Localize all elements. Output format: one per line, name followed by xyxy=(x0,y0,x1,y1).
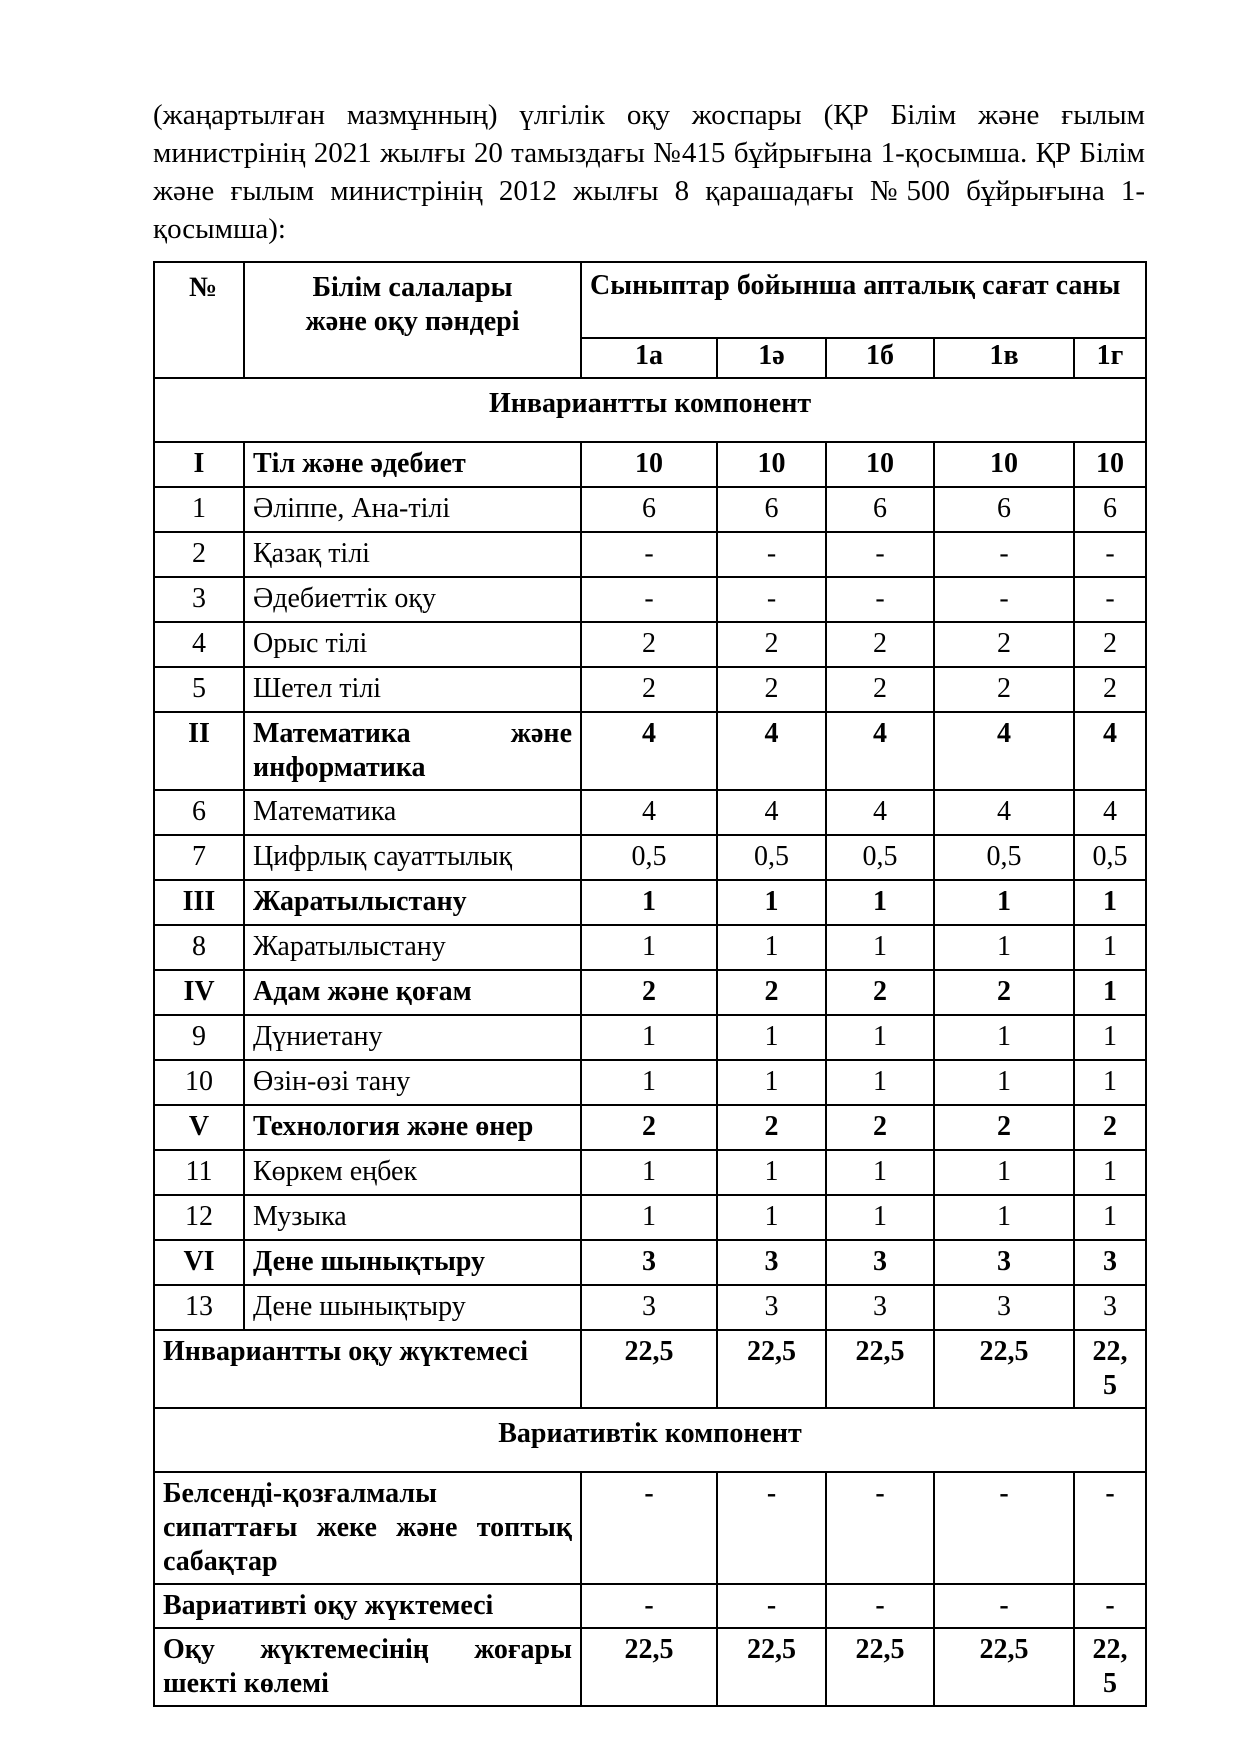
row-value-cell: - xyxy=(826,1584,934,1628)
row-value-cell: 6 xyxy=(826,487,934,532)
table-row xyxy=(154,712,1146,790)
row-subject-cell: Математика және информатика xyxy=(244,712,581,790)
row-value-cell: 10 xyxy=(826,442,934,487)
row-subject-cell: Әдебиеттік оқу xyxy=(244,577,581,622)
row-value-cell: 1 xyxy=(581,1150,717,1195)
table-row xyxy=(154,1240,1146,1285)
row-value-cell: 2 xyxy=(826,622,934,667)
row-value-cell: 2 xyxy=(934,970,1074,1015)
table-row xyxy=(154,1408,1146,1472)
table-row xyxy=(154,1330,1146,1408)
row-value-cell: 1 xyxy=(934,1060,1074,1105)
row-value-cell: 4 xyxy=(1074,790,1146,835)
row-number-cell: 8 xyxy=(154,925,244,970)
row-subject-cell: Қазақ тілі xyxy=(244,532,581,577)
table-row xyxy=(154,790,1146,835)
row-subject-cell: Көркем еңбек xyxy=(244,1150,581,1195)
row-value-cell: 4 xyxy=(1074,712,1146,790)
row-value-cell: 2 xyxy=(934,622,1074,667)
table-header-row xyxy=(154,262,1146,338)
row-value-cell: 2 xyxy=(1074,1105,1146,1150)
table-head xyxy=(154,262,1146,378)
row-value-cell: 2 xyxy=(717,667,826,712)
row-value-cell: 1 xyxy=(1074,925,1146,970)
row-value-cell: 3 xyxy=(1074,1240,1146,1285)
row-number-cell: IV xyxy=(154,970,244,1015)
row-number-cell: V xyxy=(154,1105,244,1150)
row-subject-cell: Орыс тілі xyxy=(244,622,581,667)
row-subject-cell: Музыка xyxy=(244,1195,581,1240)
row-value-cell: - xyxy=(581,532,717,577)
row-value-cell: 1 xyxy=(934,880,1074,925)
row-value-cell: 1 xyxy=(717,1150,826,1195)
row-number-cell: 6 xyxy=(154,790,244,835)
row-value-cell: 4 xyxy=(717,712,826,790)
row-value-cell: 1 xyxy=(934,1195,1074,1240)
table-row xyxy=(154,1150,1146,1195)
row-value-cell: 22,5 xyxy=(581,1628,717,1706)
row-value-cell: 6 xyxy=(1074,487,1146,532)
row-value-cell: 3 xyxy=(826,1240,934,1285)
row-value-cell: 3 xyxy=(717,1285,826,1330)
row-value-cell: 4 xyxy=(826,790,934,835)
table-row xyxy=(154,487,1146,532)
row-subject-cell: Технология және өнер xyxy=(244,1105,581,1150)
table-row xyxy=(154,532,1146,577)
table-row xyxy=(154,835,1146,880)
row-number-cell: 13 xyxy=(154,1285,244,1330)
row-value-cell: 6 xyxy=(581,487,717,532)
row-value-cell: 4 xyxy=(934,712,1074,790)
row-number-cell: 7 xyxy=(154,835,244,880)
row-value-cell: 3 xyxy=(1074,1285,1146,1330)
row-value-cell: 1 xyxy=(717,1060,826,1105)
intro-paragraph: (жаңартылған мазмұнның) үлгілік оқу жоспары (ҚР Білім және ғылым министрінің 2021 жылғы 20 тамыздағы №415 бұйрығына 1-қосымша. ҚР Білім және ғылым министрінің 2012 жылғы 8 қарашадағы №500 бұйрығына 1- қосымша): xyxy=(153,99,1145,245)
header-num: № xyxy=(154,262,244,378)
header-subject: Білім салалары және оқу пәндері xyxy=(244,262,581,378)
row-value-cell: 4 xyxy=(581,790,717,835)
row-value-cell: 22,5 xyxy=(934,1330,1074,1408)
row-value-cell: 1 xyxy=(1074,1060,1146,1105)
row-number-cell: 3 xyxy=(154,577,244,622)
row-value-cell: 10 xyxy=(717,442,826,487)
row-value-cell: 0,5 xyxy=(717,835,826,880)
row-value-cell: 1 xyxy=(826,880,934,925)
row-number-cell: II xyxy=(154,712,244,790)
table-row xyxy=(154,1472,1146,1584)
row-value-cell: - xyxy=(934,1472,1074,1584)
header-class: 1в xyxy=(934,338,1074,378)
row-value-cell: 4 xyxy=(826,712,934,790)
table-row xyxy=(154,622,1146,667)
row-subject-cell: Тіл және әдебиет xyxy=(244,442,581,487)
row-subject-cell: Жаратылыстану xyxy=(244,880,581,925)
row-value-cell: 3 xyxy=(934,1285,1074,1330)
row-label-cell: Инвариантты оқу жүктемесі xyxy=(154,1330,581,1408)
row-subject-cell: Цифрлық сауаттылық xyxy=(244,835,581,880)
table-row xyxy=(154,1060,1146,1105)
table-row xyxy=(154,925,1146,970)
section-header-cell: Инвариантты компонент xyxy=(154,378,1146,442)
row-number-cell: 5 xyxy=(154,667,244,712)
row-value-cell: 1 xyxy=(1074,1015,1146,1060)
row-value-cell: 3 xyxy=(717,1240,826,1285)
row-value-cell: 2 xyxy=(717,970,826,1015)
table-row xyxy=(154,442,1146,487)
row-value-cell: 0,5 xyxy=(826,835,934,880)
row-value-cell: 4 xyxy=(581,712,717,790)
row-value-cell: 2 xyxy=(1074,622,1146,667)
row-value-cell: 22,5 xyxy=(717,1330,826,1408)
row-value-cell: 10 xyxy=(934,442,1074,487)
table-row xyxy=(154,1628,1146,1706)
row-subject-cell: Дене шынықтыру xyxy=(244,1240,581,1285)
row-value-cell: 1 xyxy=(934,925,1074,970)
table-row xyxy=(154,880,1146,925)
row-value-cell: 2 xyxy=(826,667,934,712)
row-value-cell: 1 xyxy=(581,1195,717,1240)
row-value-cell: 3 xyxy=(581,1240,717,1285)
row-value-cell: 22,5 xyxy=(826,1628,934,1706)
row-subject-cell: Адам және қоғам xyxy=(244,970,581,1015)
table-row xyxy=(154,970,1146,1015)
row-value-cell: - xyxy=(1074,532,1146,577)
row-number-cell: III xyxy=(154,880,244,925)
row-value-cell: - xyxy=(1074,1584,1146,1628)
row-value-cell: 10 xyxy=(1074,442,1146,487)
row-value-cell: 4 xyxy=(934,790,1074,835)
row-value-cell: 3 xyxy=(934,1240,1074,1285)
row-label-cell: Вариативті оқу жүктемесі xyxy=(154,1584,581,1628)
row-value-cell: - xyxy=(581,1472,717,1584)
row-value-cell: - xyxy=(717,577,826,622)
row-value-cell: 1 xyxy=(1074,880,1146,925)
row-number-cell: 12 xyxy=(154,1195,244,1240)
row-value-cell: 6 xyxy=(717,487,826,532)
row-value-cell: 1 xyxy=(1074,970,1146,1015)
table-row xyxy=(154,1105,1146,1150)
row-value-cell: 1 xyxy=(717,880,826,925)
row-label-cell: Белсенді-қозғалмалы сипаттағы жеке және топтық сабақтар xyxy=(154,1472,581,1584)
row-label-cell: Оқу жүктемесінің жоғары шекті көлемі xyxy=(154,1628,581,1706)
row-value-cell: 0,5 xyxy=(581,835,717,880)
row-number-cell: I xyxy=(154,442,244,487)
row-value-cell: 2 xyxy=(717,1105,826,1150)
row-value-cell: 1 xyxy=(826,925,934,970)
row-subject-cell: Дүниетану xyxy=(244,1015,581,1060)
row-value-cell: - xyxy=(717,532,826,577)
header-class: 1г xyxy=(1074,338,1146,378)
row-value-cell: - xyxy=(581,1584,717,1628)
row-value-cell: 1 xyxy=(581,1060,717,1105)
row-number-cell: 10 xyxy=(154,1060,244,1105)
table-row xyxy=(154,378,1146,442)
row-value-cell: 1 xyxy=(581,925,717,970)
section-header-cell: Вариативтік компонент xyxy=(154,1408,1146,1472)
row-value-cell: - xyxy=(934,532,1074,577)
row-value-cell: 3 xyxy=(826,1285,934,1330)
row-value-cell: 22,5 xyxy=(1074,1628,1146,1706)
header-hours: Сыныптар бойынша апталық сағат саны xyxy=(581,262,1146,338)
row-value-cell: 22,5 xyxy=(934,1628,1074,1706)
row-value-cell: 1 xyxy=(826,1195,934,1240)
row-value-cell: 2 xyxy=(934,667,1074,712)
row-value-cell: - xyxy=(717,1584,826,1628)
row-value-cell: 1 xyxy=(1074,1150,1146,1195)
row-value-cell: - xyxy=(1074,1472,1146,1584)
row-number-cell: 2 xyxy=(154,532,244,577)
row-number-cell: 4 xyxy=(154,622,244,667)
table-row xyxy=(154,667,1146,712)
table-row xyxy=(154,1195,1146,1240)
row-value-cell: 1 xyxy=(1074,1195,1146,1240)
table-row xyxy=(154,1584,1146,1628)
row-value-cell: 1 xyxy=(717,1195,826,1240)
row-value-cell: 3 xyxy=(581,1285,717,1330)
row-value-cell: 2 xyxy=(581,667,717,712)
row-subject-cell: Әліппе, Ана-тілі xyxy=(244,487,581,532)
row-value-cell: - xyxy=(934,577,1074,622)
row-number-cell: 11 xyxy=(154,1150,244,1195)
row-value-cell: 2 xyxy=(1074,667,1146,712)
row-value-cell: - xyxy=(826,1472,934,1584)
row-value-cell: 22,5 xyxy=(717,1628,826,1706)
row-number-cell: 1 xyxy=(154,487,244,532)
row-number-cell: VI xyxy=(154,1240,244,1285)
row-value-cell: 2 xyxy=(581,970,717,1015)
row-value-cell: 2 xyxy=(581,1105,717,1150)
row-value-cell: 0,5 xyxy=(1074,835,1146,880)
row-subject-cell: Жаратылыстану xyxy=(244,925,581,970)
row-value-cell: 22,5 xyxy=(826,1330,934,1408)
row-value-cell: 10 xyxy=(581,442,717,487)
row-value-cell: 22,5 xyxy=(1074,1330,1146,1408)
table-row xyxy=(154,1285,1146,1330)
row-value-cell: 6 xyxy=(934,487,1074,532)
row-subject-cell: Өзін-өзі тану xyxy=(244,1060,581,1105)
row-value-cell: - xyxy=(717,1472,826,1584)
row-value-cell: 1 xyxy=(826,1060,934,1105)
row-value-cell: 1 xyxy=(934,1150,1074,1195)
row-value-cell: 1 xyxy=(826,1150,934,1195)
table-row xyxy=(154,577,1146,622)
row-value-cell: 2 xyxy=(826,1105,934,1150)
row-value-cell: - xyxy=(826,532,934,577)
row-value-cell: 2 xyxy=(717,622,826,667)
header-class: 1ә xyxy=(717,338,826,378)
row-value-cell: 22,5 xyxy=(581,1330,717,1408)
table-row xyxy=(154,1015,1146,1060)
row-value-cell: 0,5 xyxy=(934,835,1074,880)
row-value-cell: 1 xyxy=(717,925,826,970)
row-value-cell: 2 xyxy=(581,622,717,667)
row-value-cell: - xyxy=(581,577,717,622)
row-subject-cell: Дене шынықтыру xyxy=(244,1285,581,1330)
row-value-cell: 2 xyxy=(826,970,934,1015)
row-value-cell: 1 xyxy=(934,1015,1074,1060)
row-value-cell: 1 xyxy=(581,880,717,925)
row-value-cell: 1 xyxy=(826,1015,934,1060)
row-subject-cell: Математика xyxy=(244,790,581,835)
row-number-cell: 9 xyxy=(154,1015,244,1060)
row-value-cell: 2 xyxy=(934,1105,1074,1150)
header-class: 1а xyxy=(581,338,717,378)
row-value-cell: 1 xyxy=(581,1015,717,1060)
curriculum-table xyxy=(153,261,1147,1707)
row-value-cell: - xyxy=(934,1584,1074,1628)
row-subject-cell: Шетел тілі xyxy=(244,667,581,712)
row-value-cell: - xyxy=(826,577,934,622)
row-value-cell: - xyxy=(1074,577,1146,622)
row-value-cell: 1 xyxy=(717,1015,826,1060)
table-body xyxy=(154,378,1146,1706)
header-class: 1б xyxy=(826,338,934,378)
row-value-cell: 4 xyxy=(717,790,826,835)
